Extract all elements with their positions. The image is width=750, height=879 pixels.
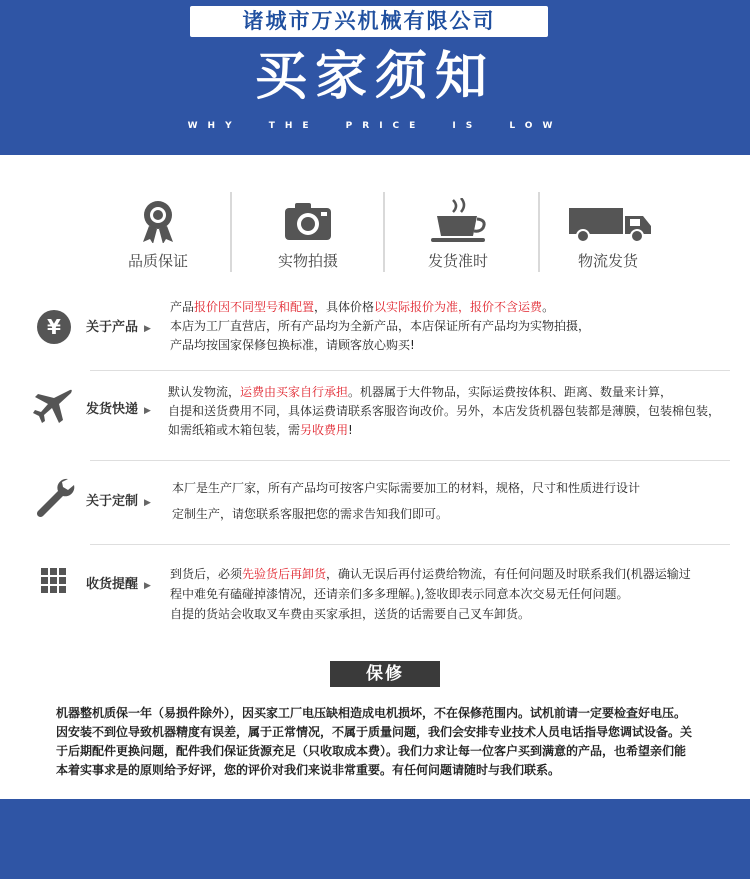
divider [230, 192, 232, 272]
svg-text:¥: ¥ [47, 315, 61, 339]
coffee-cup-icon [383, 198, 533, 243]
camera-icon [233, 198, 383, 243]
feature-ontime [383, 190, 533, 275]
section-body: 本厂是生产厂家，所有产品均可按客户实际需要加工的材料，规格，尺寸和性质进行设计 定制生产，请您联系客服把您的需求告知我们即可。 [172, 481, 641, 521]
warranty-badge: 保修 [330, 661, 440, 687]
feature-label: 品质保证 [127, 252, 188, 270]
section-title: 收货提醒 ▶ [86, 577, 151, 592]
feature-label: 发货准时 [427, 252, 488, 270]
divider [90, 544, 730, 545]
page-subtitle: WHY THE PRICE IS LOW [187, 121, 563, 131]
page-title: 买家须知 [254, 47, 495, 107]
section-body: 默认发物流，运费由买家自行承担。机器属于大件物品，实际运费按体积、距离、数量来计算， 自提和送货费用不同，具体运费请联系客服咨询改价。另外，本店发货机器包装都是薄膜，包装棉包装， 如需纸箱或木箱包装，需另收费用! [168, 385, 721, 437]
feature-photo [233, 190, 383, 275]
footer-banner [0, 799, 750, 879]
warranty-text: 机器整机质保一年（易损件除外），因买家工厂电压缺相造成电机损坏，不在保修范围内。试机前请一定要检查好电压。 因安装不到位导致机器精度有误差，属于正常情况，不属于质量问题，我们会安排专业技术人员电话指导您调试设备。关 于后期配件更换问题，配件我们保证货源充足（只收取成本费）。我们力求让每一位客户买到满意的产品，也希望亲们能 本着实事求是的原则给予好评，您的评价对我们来说非常重要。有任何问题请随时与我们联系。 [56, 706, 693, 777]
quality-badge-icon [83, 198, 233, 243]
section-body: 到货后，必须先验货后再卸货，确认无误后再付运费给物流，有任何问题及时联系我们(机器运输过 程中难免有磕碰掉漆情况，还请亲们多多理解。),签收即表示同意本次交易无任何问题。 自提的货站会收取叉车费由买家承担，送货的话需要自己叉车卸货。 [170, 567, 691, 621]
airplane-icon [32, 384, 76, 428]
section-title: 发货快递 ▶ [86, 402, 151, 417]
feature-label: 物流发货 [577, 252, 638, 270]
section-title: 关于产品 ▶ [86, 320, 151, 335]
grid-icon [32, 559, 76, 603]
truck-icon [533, 198, 683, 243]
feature-quality [83, 190, 233, 275]
divider [90, 370, 730, 371]
divider [383, 192, 385, 272]
yen-icon [32, 305, 76, 349]
company-name: 诸城市万兴机械有限公司 [190, 6, 548, 37]
section-body: 产品报价因不同型号和配置，具体价格以实际报价为准，报价不含运费。 本店为工厂直营店，所有产品均为全新产品，本店保证所有产品均为实物拍摄， 产品均按国家保修包换标准，请顾客放心购买! [170, 300, 591, 352]
wrench-icon [32, 475, 76, 519]
divider [90, 460, 730, 461]
header-banner [0, 0, 750, 155]
section-title: 关于定制 ▶ [86, 494, 151, 509]
divider [538, 192, 540, 272]
feature-label: 实物拍摄 [277, 252, 338, 270]
feature-logistics [533, 190, 683, 275]
feature-row [0, 190, 750, 280]
